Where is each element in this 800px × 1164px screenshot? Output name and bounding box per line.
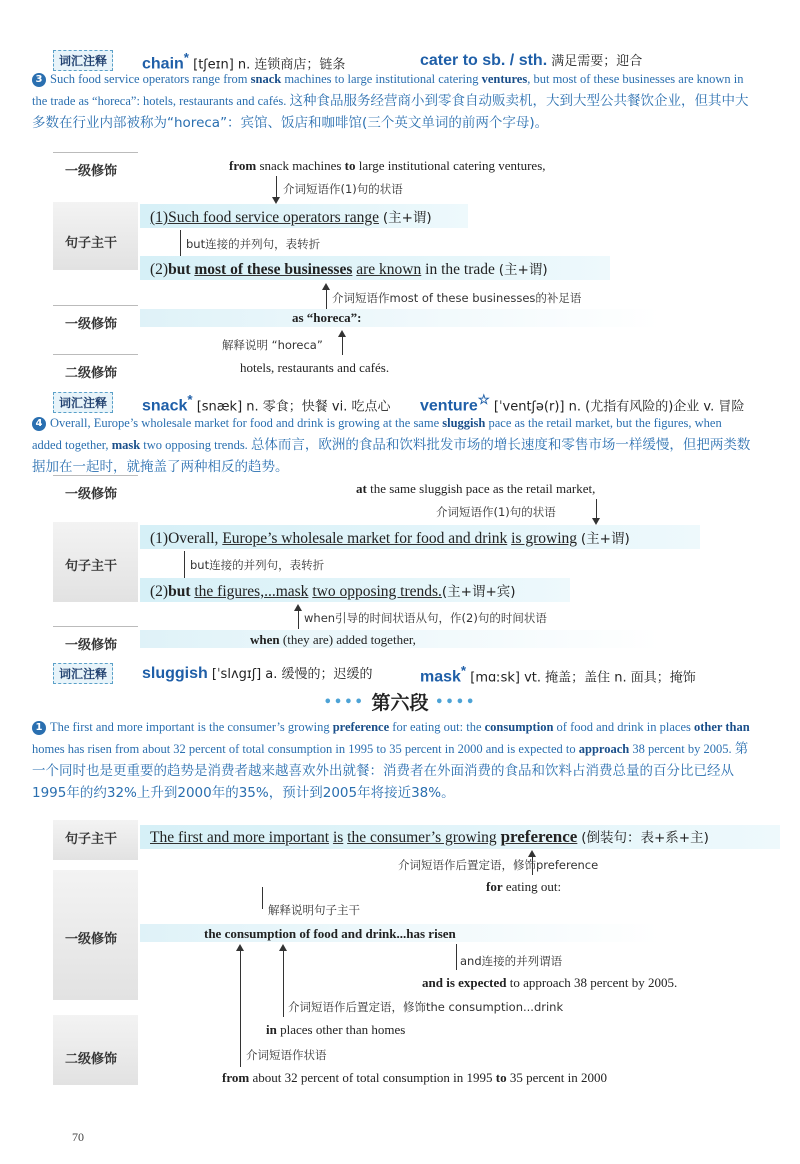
subject: most of these businesses (194, 261, 353, 278)
divider (53, 354, 138, 355)
vocab-star: ☆ (477, 392, 490, 407)
vocab-def: [ˈslʌgɪʃ] a. 缓慢的；迟缓的 (207, 667, 373, 682)
sentence-number: 4 (32, 417, 46, 431)
modifier-for (486, 879, 561, 895)
vocab-star: * (187, 392, 193, 407)
grammar-tag: (主+谓+宾) (441, 584, 516, 600)
para-text: 38 percent by 2005. (629, 742, 732, 756)
label-core: 句子主干 (65, 559, 118, 574)
section-title (0, 688, 800, 715)
vocab-def: [ˈventʃə(r)] n. (尤指有风险的)企业 v. 冒险 (489, 399, 745, 415)
annotation: 解释说明 “horeca” (222, 338, 323, 352)
mod-text: places other than homes (276, 1022, 406, 1037)
annotation: when引导的时间状语从句，作(2)句的时间状语 (304, 611, 547, 625)
vocab-word: sluggish (142, 665, 208, 682)
vocab-def: 满足需要；迎合 (547, 54, 643, 69)
mod-text: snack machines (256, 158, 345, 173)
bold-word: but (168, 261, 191, 278)
bold-word: from (222, 1070, 250, 1085)
core-clause-1 (150, 206, 432, 227)
modifier-when (250, 632, 416, 648)
annotation: 介词短语作后置定语，修饰preference (398, 858, 599, 872)
modifier-in (266, 1022, 405, 1038)
para-text: two opposing trends. (140, 438, 248, 452)
divider (53, 305, 138, 306)
arrow-line (283, 947, 284, 1017)
mod-text: the same sluggish pace as the retail market, (366, 481, 596, 496)
modifier-as: as “horeca”: (292, 310, 362, 325)
modifier-at (356, 481, 595, 497)
para-translation: 第一个同时也是更重要的趋势是消费者越来越喜欢外出就餐：消费者在外面消费的食品和饮料占消费总量的百分比已经从1995年的约32%上升到2000年的35%，预计到2005年将接近38%。 (32, 741, 749, 801)
label-level1: 一级修饰 (65, 487, 118, 502)
decor-dots: •••• (323, 695, 365, 710)
vocab-word: cater to sb. / sth. (420, 52, 548, 69)
bold-word: and is expected (422, 975, 507, 990)
para-text: pace as the retail market, but the figures, when added together, (32, 416, 722, 452)
divider (53, 475, 138, 476)
mod-text: large institutional catering ventures, (355, 158, 546, 173)
vocab-def: [snæk] n. 零食；快餐 vi. 吃点心 (192, 399, 391, 415)
label-level1: 一级修饰 (65, 317, 118, 332)
modifier-from-to (222, 1070, 607, 1086)
para-text: of food and drink in places (553, 720, 694, 734)
object: two opposing trends. (312, 583, 442, 600)
core-text: (2) (150, 583, 169, 600)
sentence-number: 1 (32, 721, 46, 735)
para-text: for eating out: the (389, 720, 485, 734)
vocab-entry (420, 50, 642, 70)
keyword: approach (578, 742, 630, 756)
keyword: preference (332, 720, 390, 734)
arrow-head (272, 197, 280, 204)
bold-word: to (344, 158, 356, 173)
para-text: , but most of these businesses are known in the trade as “horeca”: hotels, restaurants and cafés. (32, 72, 744, 108)
keyword: sluggish (442, 416, 486, 430)
keyword: snack (250, 72, 282, 86)
bold-word: for (486, 879, 503, 894)
annotation: 解释说明句子主干 (268, 903, 360, 917)
label-level2: 二级修饰 (65, 1052, 118, 1067)
subject: the consumer’s growing (347, 829, 497, 846)
mod-text: about 32 percent of total consumption in 1995 (249, 1070, 496, 1085)
fade-band (140, 309, 790, 327)
core-text: (1)Overall, (150, 530, 223, 547)
core-text: in the trade (421, 261, 495, 278)
grammar-tag: (倒装句：表+系+主) (581, 830, 709, 846)
bold-word: when (250, 632, 280, 647)
label-core: 句子主干 (65, 236, 118, 251)
modifier-consumption: the consumption of food and drink...has risen (204, 926, 456, 941)
core-clause-2 (150, 580, 516, 601)
para-text: Overall, Europe’s wholesale market for food and drink is growing at the same (50, 416, 443, 430)
fade-band (140, 630, 790, 648)
keyword: mask (111, 438, 141, 452)
vocab-tag: 词汇注释 (53, 392, 113, 413)
mod-text: eating out: (502, 879, 562, 894)
grammar-tag: (主+谓) (382, 210, 432, 226)
para-text: Such food service operators range from (50, 72, 251, 86)
annotation: 介词短语作(1)句的状语 (283, 182, 403, 196)
modifier-list: hotels, restaurants and cafés. (240, 360, 390, 375)
bold-word: in (266, 1022, 277, 1037)
label-level2: 二级修饰 (65, 366, 118, 381)
divider (53, 152, 138, 153)
label-level1: 一级修饰 (65, 638, 118, 653)
bold-word: to (495, 1070, 507, 1085)
vocab-def: [tʃeɪn] n. 连锁商店；链条 (188, 57, 346, 73)
bracket-line (456, 944, 457, 970)
label-level1: 一级修饰 (65, 932, 118, 947)
divider (53, 626, 138, 627)
verb: is growing (511, 530, 578, 547)
arrow-line (342, 333, 343, 355)
vocab-tag: 词汇注释 (53, 50, 113, 71)
mod-text: 35 percent in 2000 (506, 1070, 608, 1085)
vocab-entry (420, 663, 696, 686)
section-heading: 第六段 (371, 692, 429, 714)
mod-text: to approach 38 percent by 2005. (506, 975, 678, 990)
para-text: The first and more important is the consumer’s growing (50, 720, 333, 734)
predicative: The first and more important (150, 829, 330, 846)
decor-dots: •••• (435, 695, 477, 710)
bold-word: from (229, 158, 257, 173)
annotation: 介词短语作状语 (246, 1048, 327, 1062)
subject: Europe’s wholesale market for food and drink (222, 530, 508, 547)
subject-head: preference (500, 827, 578, 846)
verb: is (332, 829, 344, 846)
label-core: 句子主干 (65, 832, 118, 847)
core-text: (2) (150, 261, 169, 278)
vocab-word: mask (420, 668, 461, 686)
core-sentence (150, 826, 709, 847)
vocab-star: * (183, 50, 189, 65)
vocab-word: chain (142, 55, 184, 73)
modifier-and (422, 975, 677, 991)
para-text: machines to large institutional catering (281, 72, 482, 86)
para-translation: 这种食品服务经营商小到零食自动贩卖机，大到大型公共餐饮企业，但其中大多数在行业内部被称为“horeca”：宾馆、饭店和咖啡馆(三个英文单词的前两个字母)。 (32, 93, 749, 131)
mod-text: (they are) added together, (279, 632, 416, 647)
vocab-def: [mɑːsk] vt. 掩盖；盖住 n. 面具；掩饰 (466, 670, 696, 686)
page-number: 70 (72, 1130, 84, 1144)
vocab-star: * (460, 663, 467, 678)
modifier-from-to (229, 158, 546, 174)
keyword: consumption (484, 720, 554, 734)
bold-word: but (168, 583, 191, 600)
paragraph-3 (32, 68, 754, 134)
core-clause-2 (150, 258, 548, 279)
annotation: but连接的并列句，表转折 (190, 558, 325, 572)
arrow-line (240, 947, 241, 1067)
arrow-head (592, 518, 600, 525)
label-level1: 一级修饰 (65, 164, 118, 179)
arrow-line (326, 285, 327, 309)
bracket-line (180, 230, 181, 258)
bracket-line (262, 887, 263, 909)
arrow-line (298, 607, 299, 629)
subject: the figures,...mask (194, 583, 309, 600)
vocab-entry (142, 663, 373, 683)
core-text: (1)Such food service operators range (150, 209, 379, 226)
keyword: other than (694, 720, 750, 734)
paragraph-4 (32, 412, 754, 478)
vocab-tag: 词汇注释 (53, 663, 113, 684)
annotation: but连接的并列句，表转折 (186, 237, 321, 251)
annotation: 介词短语作(1)句的状语 (436, 505, 556, 519)
grammar-tag: (主+谓) (498, 262, 548, 278)
paragraph-6-1 (32, 716, 754, 804)
vocab-word: venture (420, 397, 478, 415)
para-text: homes has risen from about 32 percent of total consumption in 1995 to 35 percent in 2000 and is expected to (32, 742, 579, 756)
grammar-tag: (主+谓) (580, 531, 630, 547)
core-clause-1 (150, 527, 630, 548)
bracket-line (184, 551, 185, 579)
para-translation: 总体而言，欧洲的食品和饮料批发市场的增长速度和零售市场一样缓慢，但把两类数据加在一起时，就掩盖了两种相反的趋势。 (32, 437, 751, 475)
verb: are known (356, 261, 422, 278)
bold-word: at (356, 481, 367, 496)
keyword: ventures (481, 72, 528, 86)
annotation: 介词短语作后置定语，修饰the consumption...drink (288, 1000, 564, 1014)
annotation: 介词短语作most of these businesses的补足语 (332, 291, 582, 305)
annotation: and连接的并列谓语 (460, 954, 563, 968)
sentence-number: 3 (32, 73, 46, 87)
vocab-word: snack (142, 397, 188, 415)
